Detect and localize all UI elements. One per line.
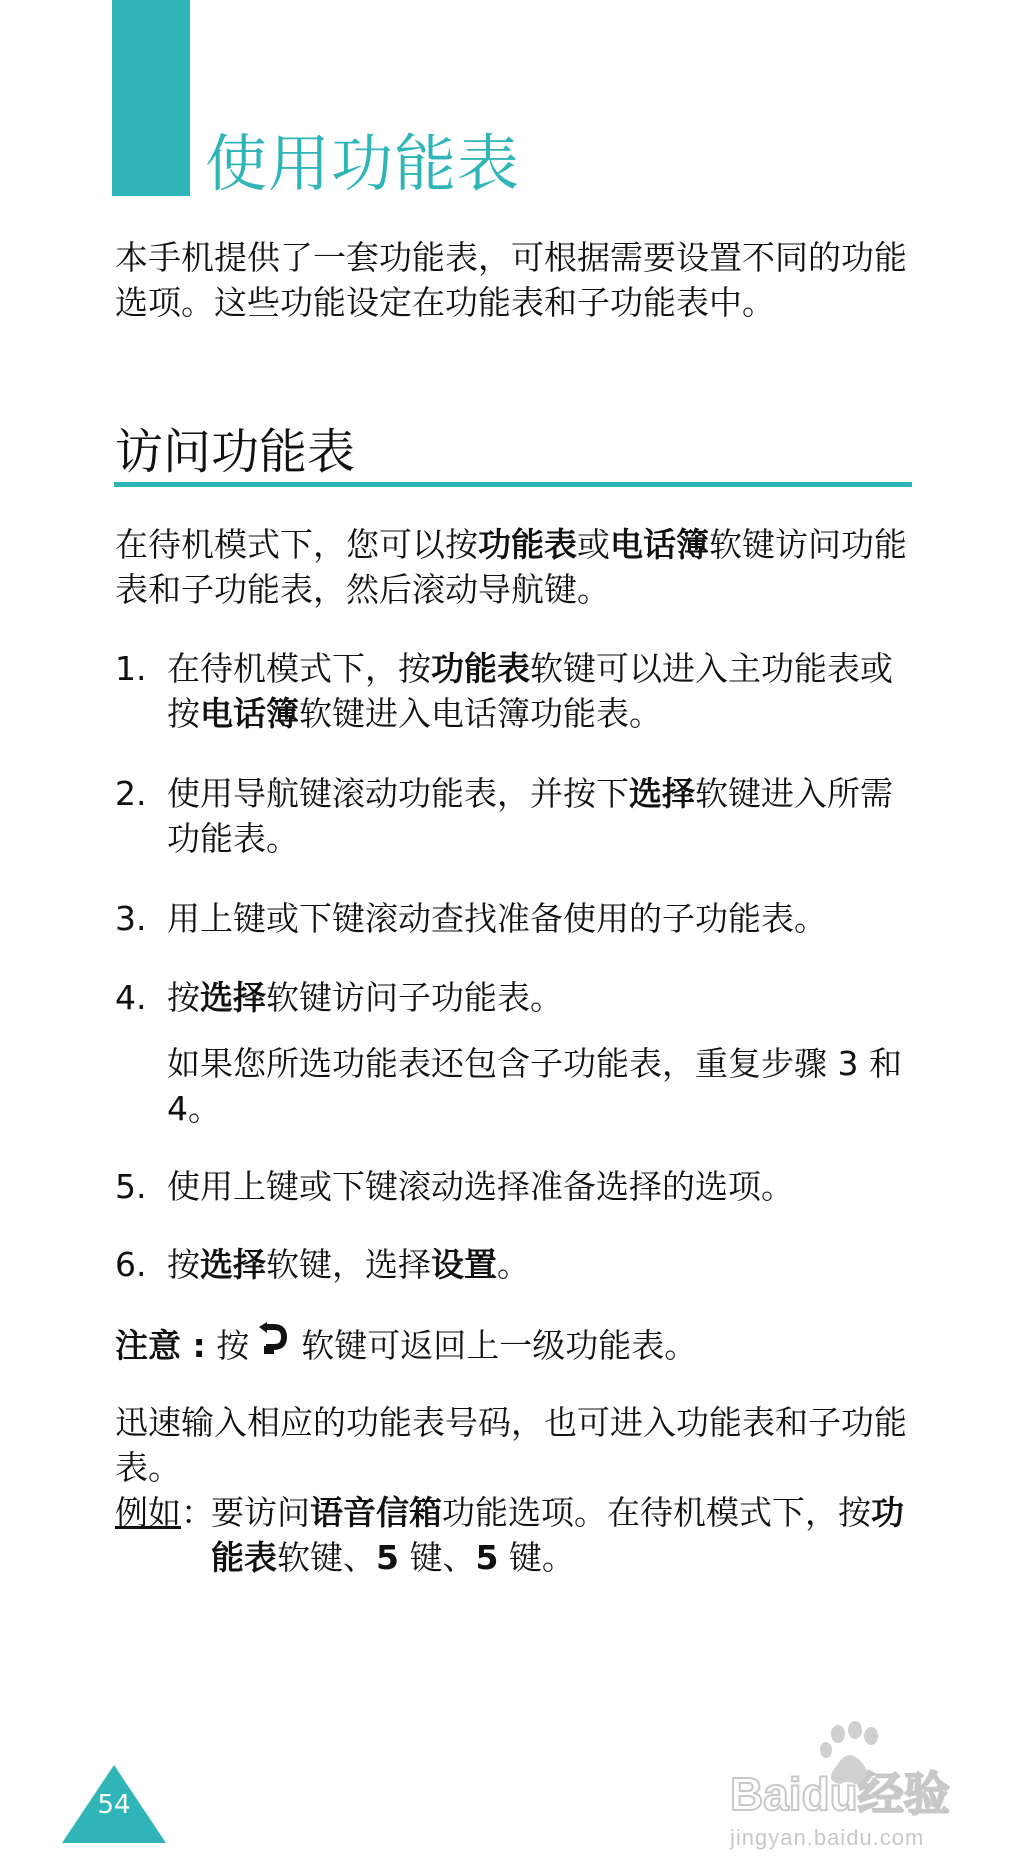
quick-access-paragraph: 迅速输入相应的功能表号码，也可进入功能表和子功能表。 [115,1403,907,1487]
step-text: 按 [167,978,200,1017]
example-colon: ： [181,1493,214,1532]
step-text: 在待机模式下，按 [167,649,431,688]
key-5-label: 5 [376,1538,399,1577]
step-2 [115,771,915,861]
step-number: 6. [115,1245,147,1284]
access-paragraph [115,522,915,612]
note-text: 按 [216,1326,250,1365]
step-text: 使用上键或下键滚动选择准备选择的选项。 [167,1167,794,1206]
menu-key-label: 功能表 [211,1493,904,1577]
step-subtext: 如果您所选功能表还包含子功能表，重复步骤 3 和 4。 [167,1044,902,1128]
back-arrow-icon [257,1322,289,1367]
phonebook-key-label: 电话簿 [200,694,299,733]
step-text: 软键可以进入主功能表或按 [167,649,893,733]
phonebook-key-label: 电话簿 [610,525,709,564]
note-label: 注意 : [115,1326,206,1365]
baidu-watermark-logo [725,1720,965,1820]
step-text: 。 [497,1245,530,1284]
note [115,1322,915,1373]
step-1 [115,646,915,736]
watermark-brand: Baidu经验 [730,1768,950,1820]
step-text: 软键进入电话簿功能表。 [299,694,662,733]
menu-key-label: 功能表 [431,649,530,688]
step-text: 按 [167,1245,200,1284]
page-number: 54 [97,1790,131,1820]
step-number: 5. [115,1167,147,1206]
example-label: 例如 [115,1493,181,1532]
access-text-3: 软键访问功能表和子功能表，然后滚动导航键。 [115,525,907,609]
step-4-subnote [115,1041,915,1131]
step-text: 软键，选择 [266,1245,431,1284]
access-text-2: 或 [577,525,610,564]
section-title: 访问功能表 [115,424,356,480]
step-number: 3. [115,899,147,938]
step-text: 用上键或下键滚动查找准备使用的子功能表。 [167,899,827,938]
step-number: 1. [115,649,147,688]
watermark-url: jingyan.baidu.com [730,1825,925,1850]
step-3 [115,896,915,941]
settings-label: 设置 [431,1245,497,1284]
section-divider [114,482,912,487]
example-text: 功能选项。在待机模式下，按 [442,1493,871,1532]
key-5-label: 5 [475,1538,499,1577]
step-text: 软键进入所需功能表。 [167,774,893,858]
step-5 [115,1164,915,1209]
menu-key-label: 功能表 [478,525,577,564]
step-6 [115,1242,915,1287]
intro-paragraph: 本手机提供了一套功能表，可根据需要设置不同的功能选项。这些功能设定在功能表和子功能表中。 [115,238,907,322]
example-text: 键。 [498,1538,575,1577]
step-number: 4. [115,978,147,1017]
voicemail-label: 语音信箱 [310,1493,442,1532]
step-number: 2. [115,774,147,813]
access-text-1: 在待机模式下，您可以按 [115,525,478,564]
step-text: 使用导航键滚动功能表，并按下 [167,774,629,813]
example-text: 软键、 [277,1538,376,1577]
chapter-tab-bar [112,0,190,196]
step-text: 软键访问子功能表。 [266,978,563,1017]
chapter-title: 使用功能表 [205,127,521,200]
select-key-label: 选择 [200,1245,266,1284]
example-text: 键、 [398,1538,476,1577]
select-key-label: 选择 [629,774,695,813]
note-text: 软键可返回上一级功能表。 [301,1326,698,1365]
select-key-label: 选择 [200,978,266,1017]
example-block [115,1490,915,1580]
example-text: 要访问 [211,1493,310,1532]
step-4 [115,975,915,1020]
